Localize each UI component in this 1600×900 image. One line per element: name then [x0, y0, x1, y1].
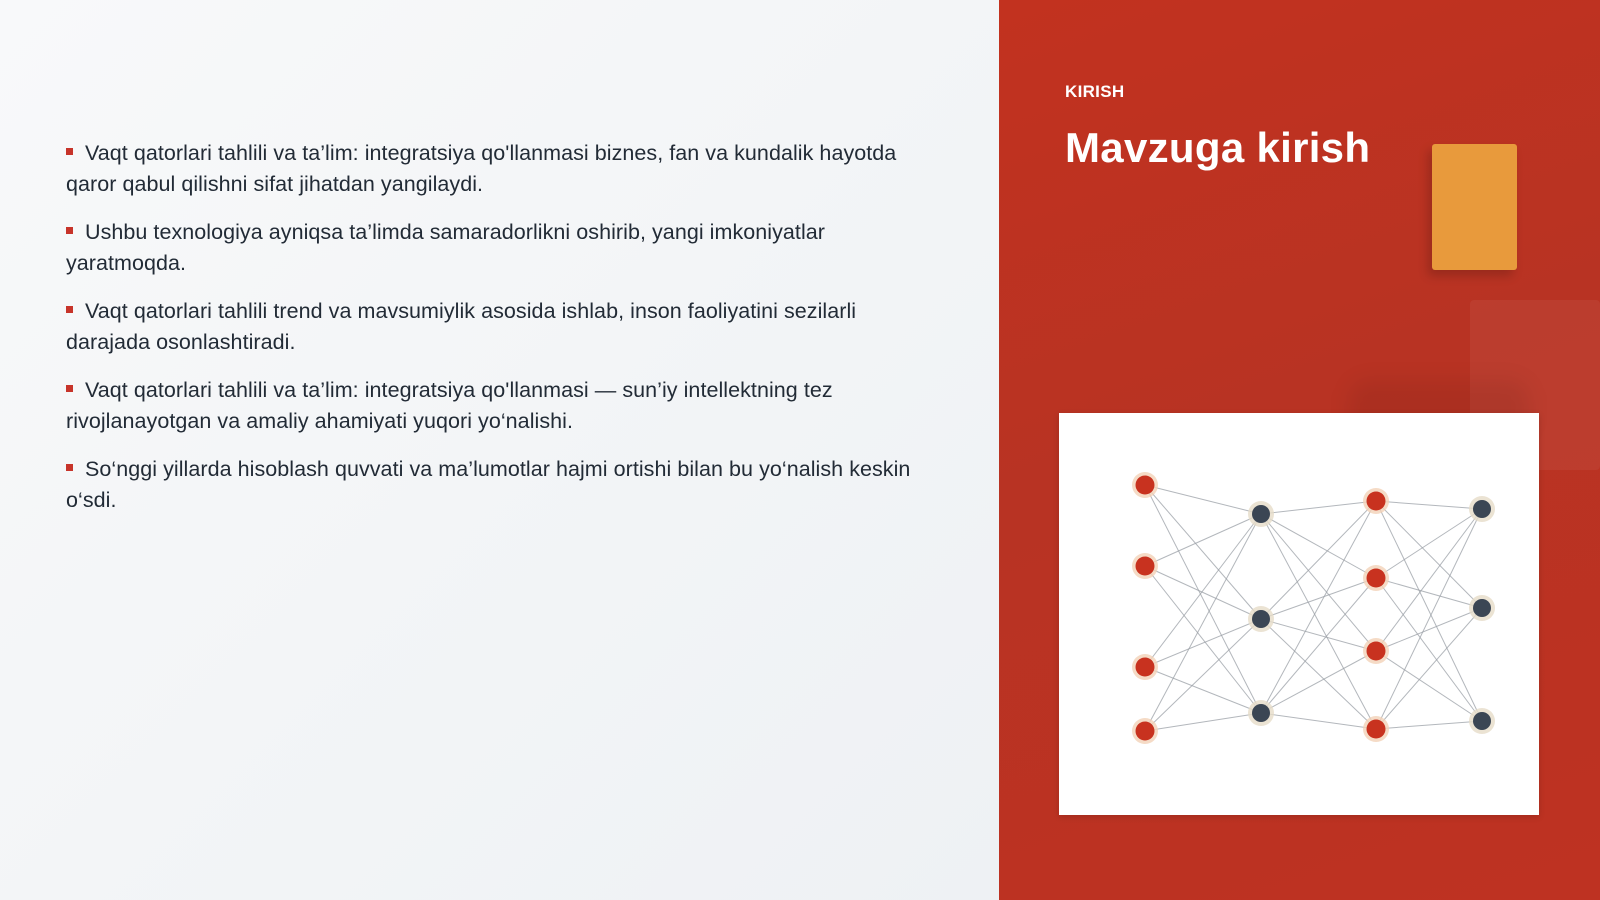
illustration-card: [1059, 413, 1539, 815]
bullet-text: Vaqt qatorlari tahlili va ta’lim: integratsiya qo'llanmasi — sun’iy intellektning tez rivojlanayotgan va amaliy ahamiyati yuqori yo‘nalishi.: [66, 378, 833, 433]
network-node-red: [1136, 658, 1155, 677]
title-panel: [999, 0, 1600, 900]
network-node-red: [1367, 642, 1386, 661]
network-node-dark: [1252, 704, 1270, 722]
network-node-red: [1136, 557, 1155, 576]
network-edge: [1145, 619, 1261, 731]
network-edge: [1145, 514, 1261, 566]
slide-title: Mavzuga kirish: [1065, 124, 1371, 171]
bullet-list: [66, 138, 936, 533]
bullet-square-icon: [66, 148, 73, 155]
network-node-red: [1367, 720, 1386, 739]
network-edge: [1376, 721, 1482, 729]
network-edge: [1376, 578, 1482, 608]
list-item: [66, 375, 936, 437]
bullet-square-icon: [66, 385, 73, 392]
network-node-dark: [1252, 610, 1270, 628]
network-node-red: [1136, 722, 1155, 741]
list-item: [66, 296, 936, 358]
bullet-text: Vaqt qatorlari tahlili trend va mavsumiylik asosida ishlab, inson faoliyatini sezilarli darajada osonlashtiradi.: [66, 299, 857, 354]
network-node-red: [1367, 492, 1386, 511]
network-nodes: [1132, 472, 1495, 744]
neural-network-icon: [1059, 413, 1539, 815]
network-node-red: [1136, 476, 1155, 495]
network-edge: [1145, 566, 1261, 619]
network-node-dark: [1473, 599, 1491, 617]
network-edge: [1145, 485, 1261, 514]
list-item: [66, 454, 936, 516]
list-item: [66, 138, 936, 200]
bullet-text: So‘nggi yillarda hisoblash quvvati va ma’lumotlar hajmi ortishi bilan bu yo‘nalish keskin o‘sdi.: [66, 457, 911, 512]
network-edge: [1261, 501, 1376, 619]
network-edge: [1376, 501, 1482, 721]
network-edges: [1145, 485, 1482, 731]
list-item: [66, 217, 936, 279]
network-edge: [1261, 514, 1376, 651]
bullet-text: Vaqt qatorlari tahlili va ta’lim: integratsiya qo'llanmasi biznes, fan va kundalik hayotda qaror qabul qilishni sifat jihatdan yangilaydi.: [66, 141, 897, 196]
network-edge: [1376, 501, 1482, 509]
bullet-square-icon: [66, 227, 73, 234]
network-edge: [1145, 514, 1261, 667]
bullet-text: Ushbu texnologiya ayniqsa ta’limda samaradorlikni oshirib, yangi imkoniyatlar yaratmoqda.: [66, 220, 825, 275]
network-edge: [1145, 667, 1261, 713]
network-node-dark: [1473, 712, 1491, 730]
network-edge: [1261, 713, 1376, 729]
network-edge: [1376, 578, 1482, 721]
network-edge: [1376, 509, 1482, 729]
network-edge: [1376, 501, 1482, 608]
network-node-dark: [1252, 505, 1270, 523]
network-edge: [1145, 713, 1261, 731]
accent-block: [1432, 144, 1517, 270]
bullet-square-icon: [66, 306, 73, 313]
network-node-dark: [1473, 500, 1491, 518]
bullet-square-icon: [66, 464, 73, 471]
network-edge: [1376, 509, 1482, 578]
network-edge: [1261, 501, 1376, 514]
section-label: KIRISH: [1065, 82, 1125, 101]
network-edge: [1145, 514, 1261, 731]
network-node-red: [1367, 569, 1386, 588]
network-edge: [1145, 619, 1261, 667]
network-edge: [1145, 566, 1261, 713]
network-edge: [1261, 501, 1376, 713]
